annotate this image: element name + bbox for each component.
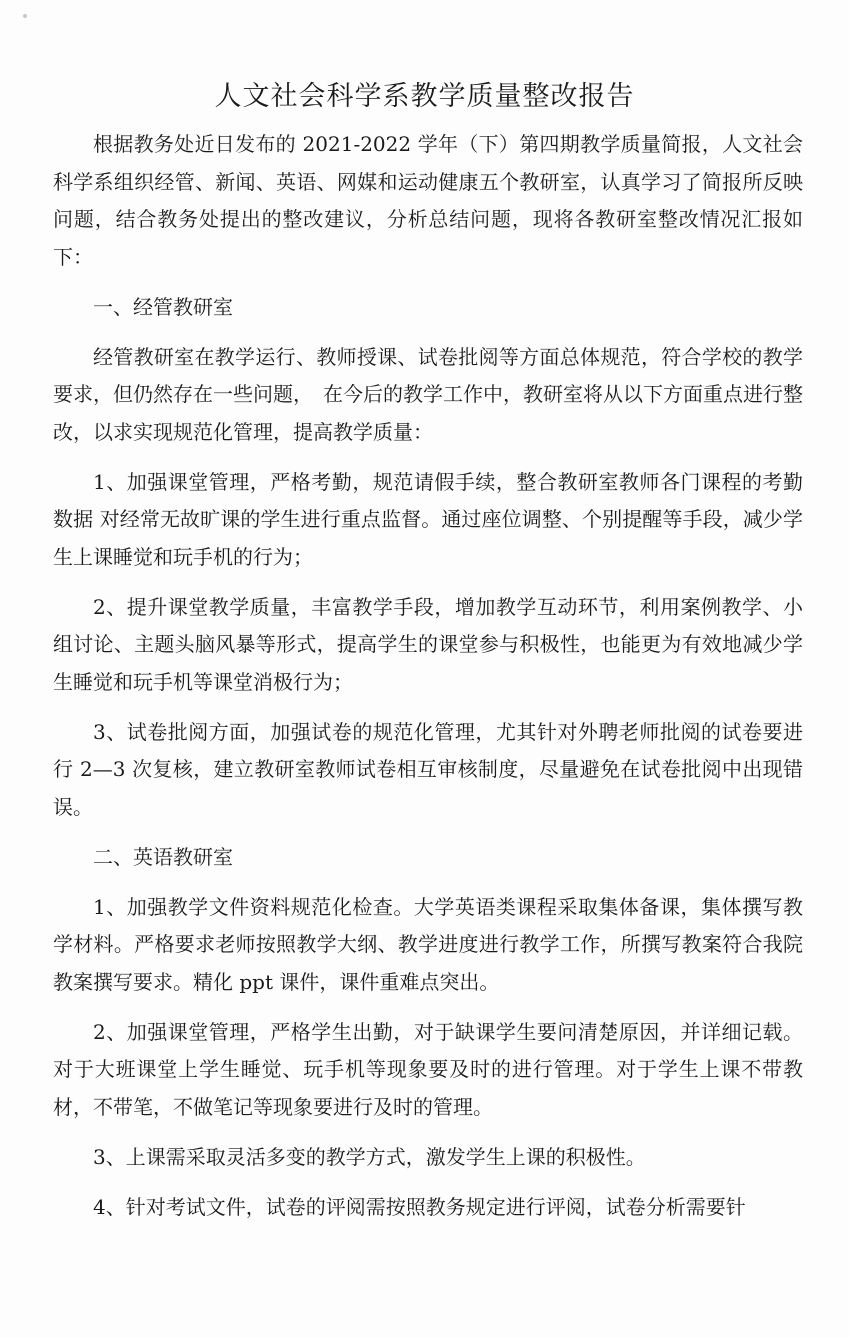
economics-overview-paragraph: 经管教研室在教学运行、教师授课、试卷批阅等方面总体规范，符合学校的教学要求，但仍然存在一些问题， 在今后的教学工作中，教研室将从以下方面重点进行整改，以求实现规范化管理，提高教学质量： <box>53 344 803 444</box>
report-body <box>53 126 803 1239</box>
report-title: 人文社会科学系教学质量整改报告 <box>214 81 635 112</box>
english-item-1: 1、加强教学文件资料规范化检查。大学英语类课程采取集体备课，集体撰写教学材料。严格要求老师按照教学大纲、教学进度进行教学工作，所撰写教案符合我院教案撰写要求。精化 ppt 课件，课件重难点突出。 <box>53 894 803 994</box>
english-item-4: 4、针对考试文件，试卷的评阅需按照教务规定进行评阅，试卷分析需要针 <box>93 1194 746 1219</box>
economics-item-2: 2、提升课堂教学质量，丰富教学手段，增加教学互动环节，利用案例教学、小组讨论、主题头脑风暴等形式，提高学生的课堂参与积极性，也能更为有效地减少学生睡觉和玩手机等课堂消极行为； <box>53 594 803 694</box>
intro-paragraph: 根据教务处近日发布的 2021-2022 学年（下）第四期教学质量简报，人文社会科学系组织经管、新闻、英语、网媒和运动健康五个教研室，认真学习了简报所反映问题，结合教务处提出的整改建议，分析总结问题，现将各教研室整改情况汇报如下： <box>53 132 803 269</box>
economics-item-1: 1、加强课堂管理，严格考勤，规范请假手续，整合教研室教师各门课程的考勤数据 对经常无故旷课的学生进行重点监督。通过座位调整、个别提醒等手段，减少学生上课睡觉和玩手机的行为； <box>53 469 803 569</box>
section-heading-economics: 一、经管教研室 <box>93 294 233 319</box>
economics-item-3: 3、试卷批阅方面，加强试卷的规范化管理，尤其针对外聘老师批阅的试卷要进行 2—3 次复核，建立教研室教师试卷相互审核制度，尽量避免在试卷批阅中出现错误。 <box>53 719 803 819</box>
english-item-2: 2、加强课堂管理，严格学生出勤，对于缺课学生要问清楚原因，并详细记载。对于大班课堂上学生睡觉、玩手机等现象要及时的进行管理。对于学生上课不带教材，不带笔，不做笔记等现象要进行及时的管理。 <box>53 1019 803 1119</box>
english-item-3: 3、上课需采取灵活多变的教学方式，激发学生上课的积极性。 <box>93 1144 646 1169</box>
scan-speck <box>23 14 27 18</box>
section-heading-english: 二、英语教研室 <box>93 844 233 869</box>
